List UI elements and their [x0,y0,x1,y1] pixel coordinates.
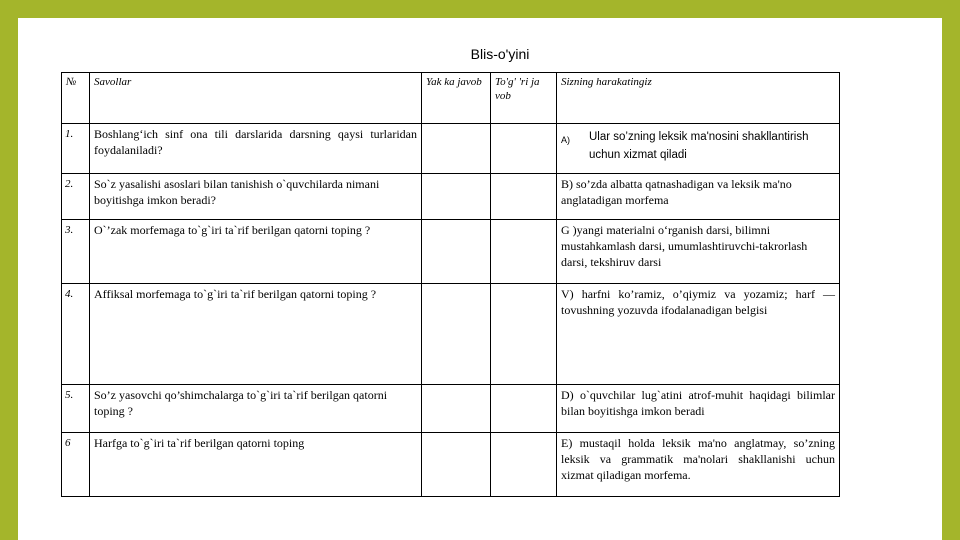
correct-answer-cell[interactable] [491,284,557,385]
correct-answer-cell[interactable] [491,220,557,284]
question-cell: So’z yasovchi qo’shimchalarga to`g`iri ta`rif berilgan qatorni toping ? [90,385,422,433]
table-row [62,220,840,284]
correct-answer-cell[interactable] [491,124,557,174]
table-row [62,174,840,220]
header-questions: Savollar [90,73,422,124]
answer-option-cell [557,124,840,174]
individual-answer-cell[interactable] [422,174,491,220]
question-cell: Affiksal morfemaga to`g`iri ta`rif berilgan qatorni toping ? [90,284,422,385]
header-individual-answer: Yak ka javob [422,73,491,124]
table-row [62,124,840,174]
individual-answer-cell[interactable] [422,385,491,433]
correct-answer-cell[interactable] [491,433,557,497]
row-number: 6 [62,433,90,497]
answer-option-cell: G )yangi materialni o‘rganish darsi, bilimni mustahkamlash darsi, umumlashtiruvchi-takrorlash darsi, tekshiruv darsi [557,220,840,284]
answer-text: Ular so’zning leksik ma'nosini shakllantirish uchun xizmat qiladi [589,131,809,161]
table-row [62,284,840,385]
table-header-row [62,73,840,124]
question-cell: Harfga to`g`iri ta`rif berilgan qatorni toping [90,433,422,497]
header-number: № [62,73,90,124]
row-number: 4. [62,284,90,385]
answer-letter: A) [561,135,570,145]
header-your-action: Sizning harakatingiz [557,73,840,124]
answer-option-cell: V) harfni ko’ramiz, o’qiymiz va yozamiz; harf — tovushning yozuvda ifodalanadigan belgisi [557,284,840,385]
blitz-game-table [61,72,840,497]
individual-answer-cell[interactable] [422,433,491,497]
individual-answer-cell[interactable] [422,124,491,174]
row-number: 5. [62,385,90,433]
answer-option-cell: D) o`quvchilar lug`atini atrof-muhit haqidagi bilimlar bilan boyitishga imkon beradi [557,385,840,433]
table-row [62,385,840,433]
individual-answer-cell[interactable] [422,284,491,385]
table-row [62,433,840,497]
row-number: 3. [62,220,90,284]
correct-answer-cell[interactable] [491,174,557,220]
individual-answer-cell[interactable] [422,220,491,284]
question-cell: So`z yasalishi asoslari bilan tanishish o`quvchilarda nimani boyitishga imkon beradi? [90,174,422,220]
question-cell: O`’zak morfemaga to`g`iri ta`rif berilgan qatorni toping ? [90,220,422,284]
header-correct-answer: To'g' 'ri ja vob [491,73,557,124]
row-number: 2. [62,174,90,220]
answer-option-cell: B) so’zda albatta qatnashadigan va leksik ma'no anglatadigan morfema [557,174,840,220]
correct-answer-cell[interactable] [491,385,557,433]
row-number: 1. [62,124,90,174]
answer-option-cell: E) mustaqil holda leksik ma'no anglatmay, so’zning leksik va grammatik ma'nolari shakllanishi uchun xizmat qiladigan morfema. [557,433,840,497]
question-cell: Boshlang‘ich sinf ona tili darslarida darsning qaysi turlaridan foydalaniladi? [90,124,422,174]
page-title: Blis-o'yini [470,46,530,62]
